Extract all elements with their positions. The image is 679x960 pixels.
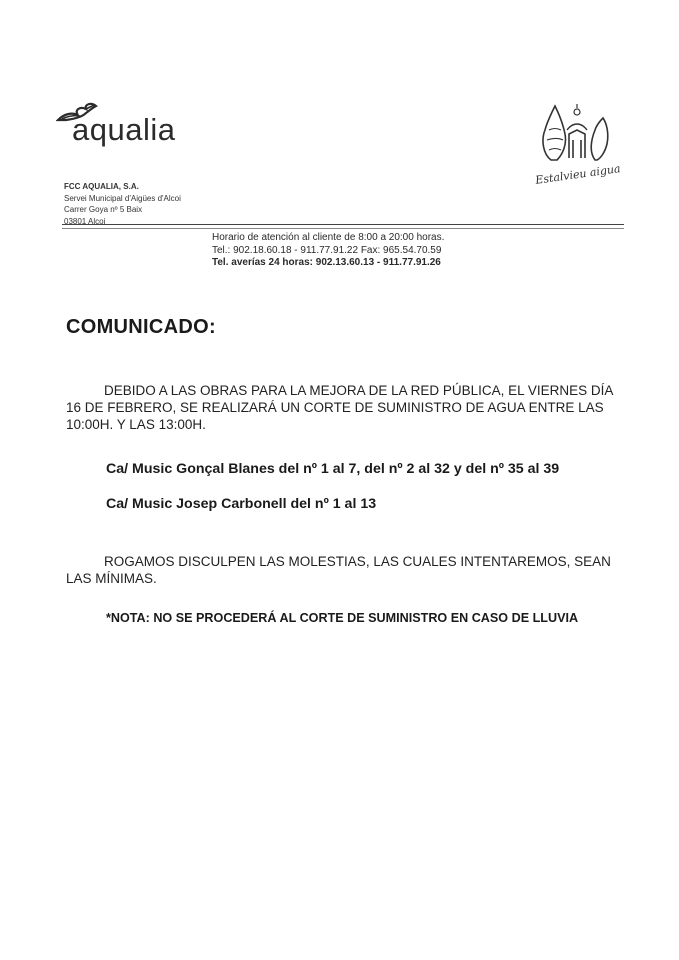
- rain-note: *NOTA: NO SE PROCEDERÁ AL CORTE DE SUMINISTRO EN CASO DE LLUVIA: [106, 611, 579, 625]
- stamp-slogan: Estalvieu aigua: [534, 162, 622, 187]
- company-line: 03801 Alcoi: [64, 216, 106, 226]
- company-line: Servei Municipal d'Aigües d'Alcoi: [64, 193, 181, 203]
- apology-line: LAS MÍNIMAS.: [66, 571, 157, 586]
- affected-street: Ca/ Music Gonçal Blanes del nº 1 al 7, del nº 2 al 32 y del nº 35 al 39: [106, 461, 560, 477]
- intro-line: DEBIDO A LAS OBRAS PARA LA MEJORA DE LA RED PÚBLICA, EL VIERNES DÍA: [104, 383, 614, 398]
- header-divider: [62, 224, 624, 225]
- service-hours: Horario de atención al cliente de 8:00 a 20:00 horas.: [212, 232, 445, 243]
- contact-info: [212, 232, 444, 270]
- header-divider-secondary: [62, 228, 624, 229]
- intro-line: 10:00H. Y LAS 13:00H.: [66, 417, 206, 432]
- intro-line: 16 DE FEBRERO, SE REALIZARÁ UN CORTE DE SUMINISTRO DE AGUA ENTRE LAS: [66, 400, 604, 415]
- company-address: [64, 181, 181, 227]
- company-line: Carrer Goya nº 5 Baix: [64, 205, 143, 214]
- affected-street: Ca/ Music Josep Carbonell del nº 1 al 13: [106, 496, 377, 512]
- municipal-emblem-icon: [533, 100, 619, 168]
- brand-name: aqualia: [72, 112, 176, 147]
- apology-line: ROGAMOS DISCULPEN LAS MOLESTIAS, LAS CUALES INTENTAREMOS, SEAN: [104, 554, 611, 569]
- emergency-phones: Tel. averías 24 horas: 902.13.60.13 - 911.77.91.26: [212, 257, 441, 268]
- company-name: FCC AQUALIA, S.A.: [64, 182, 139, 191]
- page-title: COMUNICADO:: [66, 316, 216, 338]
- phone-fax: Tel.: 902.18.60.18 - 911.77.91.22 Fax: 965.54.70.59: [212, 244, 442, 256]
